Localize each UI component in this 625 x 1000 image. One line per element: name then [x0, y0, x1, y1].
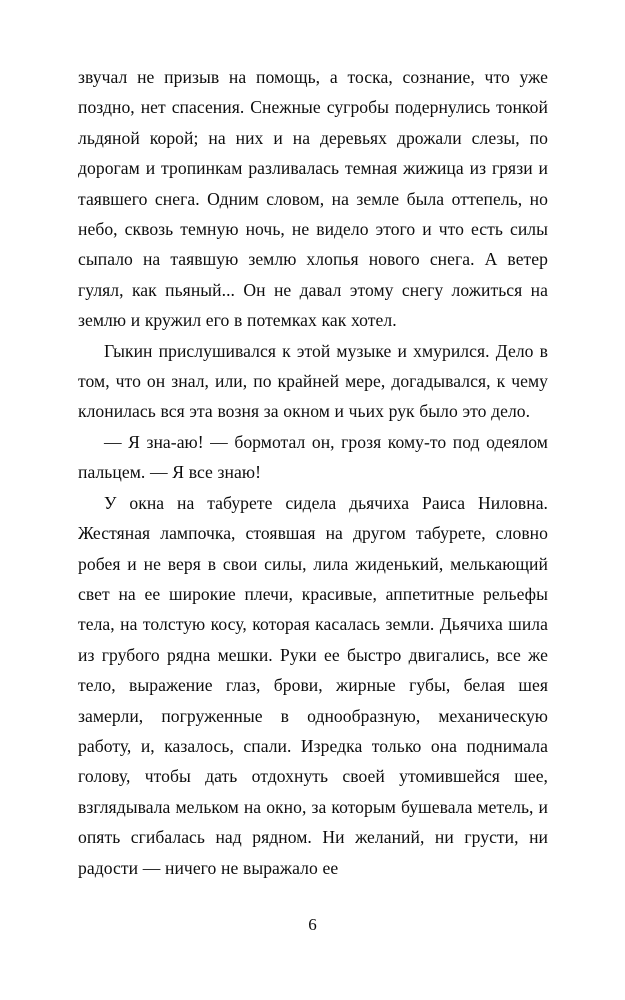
page-number: 6 [308, 915, 317, 934]
paragraph: У окна на табурете сидела дьячиха Раиса Ниловна. Жестяная лампочка, стоявшая на другом табурете, словно робея и не веря в свои силы, лила жиденький, мелькающий свет на ее широкие плечи, красивые, аппетитные рельефы тела, на толстую косу, которая касалась земли. Дьячиха шила из грубого рядна мешки. Руки ее быстро двигались, все же тело, выражение глаз, брови, жирные губы, белая шея замерли, погруженные в однообразную, механическую работу, и, казалось, спали. Изредка только она поднимала голову, чтобы дать отдохнуть своей утомившейся шее, взглядывала мельком на окно, за которым бушевала метель, и опять сгибалась над рядном. Ни желаний, ни грусти, ни радости — ничего не выражало ее [78, 492, 548, 878]
page-text-block [78, 62, 548, 883]
paragraph: Гыкин прислушивался к этой музыке и хмурился. Дело в том, что он знал, или, по крайней мере, догадывался, к чему клонилась вся эта возня за окном и чьих рук было это дело. [78, 340, 548, 422]
paragraph: — Я зна-аю! — бормотал он, грозя кому-то под одеялом пальцем. — Я все знаю! [78, 431, 548, 483]
paragraph: звучал не призыв на помощь, а тоска, сознание, что уже поздно, нет спасения. Снежные сугробы подернулись тонкой льдяной корой; на них и на деревьях дрожали слезы, по дорогам и тропинкам разливалась темная жижица из грязи и таявшего снега. Одним словом, на земле была оттепель, но небо, сквозь темную ночь, не видело этого и что есть силы сыпало на таявшую землю хлопья нового снега. А ветер гулял, как пьяный... Он не давал этому снегу ложиться на землю и кружил его в потемках как хотел. [78, 67, 548, 331]
